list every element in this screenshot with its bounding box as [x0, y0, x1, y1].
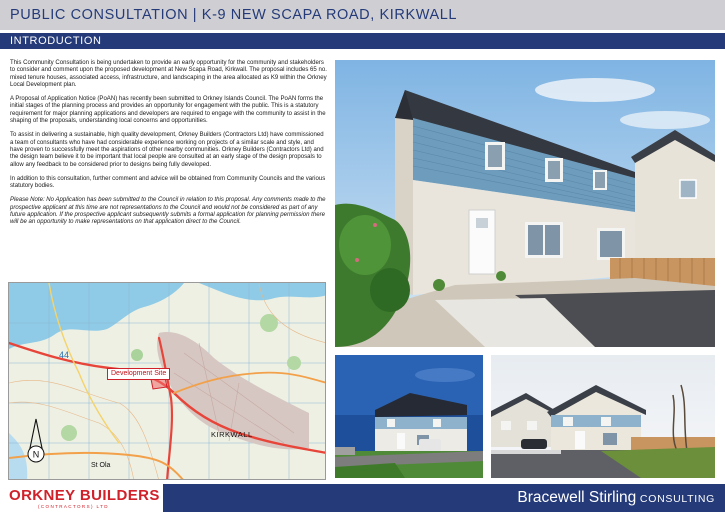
photo-street-view-2	[491, 355, 715, 478]
map-drawing	[9, 283, 326, 480]
photo-semi-detached-house	[335, 60, 715, 347]
page-title: PUBLIC CONSULTATION | K-9 NEW SCAPA ROAD, KIRKWALL	[10, 7, 458, 23]
brand-suffix: CONSULTING	[636, 493, 715, 505]
bracewell-stirling-brand	[517, 489, 715, 507]
brand-name: Bracewell Stirling	[517, 489, 637, 506]
grid-number: 44	[59, 350, 70, 360]
introduction-text	[10, 60, 328, 227]
logo-sub-text: (CONTRACTORS) LTD	[38, 504, 109, 509]
development-site-label: Development Site	[107, 368, 170, 380]
intro-paragraph-2: A Proposal of Application Notice (PoAN) has recently been submitted to Orkney Islands Council. The PoAN forms the initial stages of the planning process and provides an opportunity for engagement with the public. This is a statutory requirement for major planning applications and developers are required to engage with the community to assist in the shaping of the proposals, understanding local concerns and opportunities.	[10, 96, 326, 125]
kirkwall-label: KIRKWALL	[211, 430, 253, 439]
st-ola-label: St Ola	[91, 462, 111, 469]
title-bar	[0, 0, 725, 30]
intro-paragraph-1: This Community Consultation is being undertaken to provide an early opportunity for the community and stakeholders to consider and comment upon the proposed development at New Scapa Road, Kirkwall. The proposal includes 65 no. mixed tenure houses, associated access, infrastructure, and landscaping in the area allocated as K9 within the Orkney Local Development plan.	[10, 60, 327, 88]
intro-paragraph-4: In addition to this consultation, further comment and advice will be obtained from Community Councils and the various statutory bodies.	[10, 175, 326, 190]
section-bar	[0, 33, 725, 49]
planning-note: Please Note: No Application has been submitted to the Council in relation to this proposal. Any comments made to the prospective applicant at this time are not representations to the Council and would not be considered as part of any future application. If the prospective applicant subsequently submits a formal application for planning permission there will be an opportunity to make representations on that application direct to the Council.	[10, 197, 326, 226]
logo-main-text: ORKNEY BUILDERS	[9, 487, 160, 504]
orkney-builders-logo	[0, 484, 163, 512]
photo-street-view-1	[335, 355, 483, 478]
section-heading: INTRODUCTION	[10, 35, 102, 47]
location-map	[8, 282, 326, 480]
footer-bar	[163, 484, 725, 512]
intro-paragraph-3: To assist in delivering a sustainable, high quality development, Orkney Builders (Contractors Ltd) have commissioned a team of consultants who have had considerable experience working on projects of a similar scale and style, and have proven to successfully meet the aspirations of other nearby communities. Orkney Builders (Contractors Ltd) and the design team believe it to be important that local people are consulted at an early stage of the design proposals to allow any feedback to be considered prior to designs being fully developed.	[10, 132, 324, 168]
north-label: N	[32, 449, 40, 460]
